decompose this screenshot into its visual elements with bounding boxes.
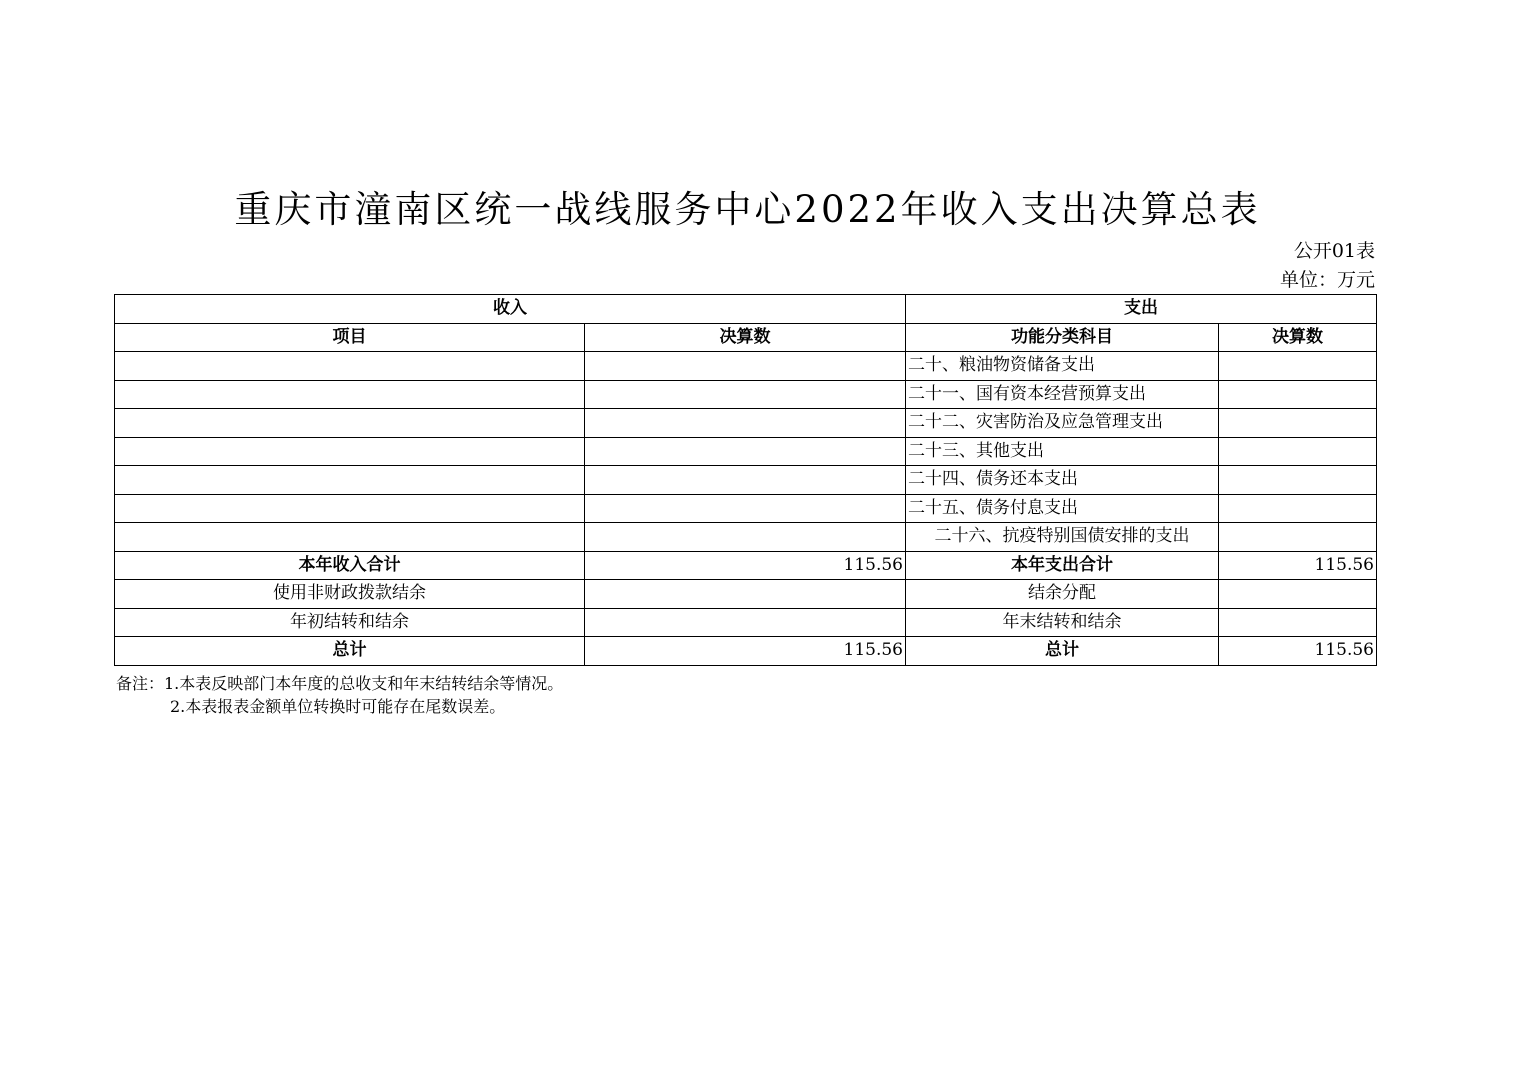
expense-amount-cell xyxy=(1219,409,1377,438)
expense-amount-cell xyxy=(1219,352,1377,381)
table-row xyxy=(115,352,1377,381)
income-item-cell xyxy=(115,523,585,552)
begin-balance-label: 年初结转和结余 xyxy=(115,608,585,637)
expense-item-cell: 二十三、其他支出 xyxy=(906,437,1219,466)
unit-label: 单位：万元 xyxy=(1279,269,1375,291)
non-fiscal-value xyxy=(585,580,906,609)
table-row xyxy=(115,380,1377,409)
end-balance-value xyxy=(1219,608,1377,637)
allocation-label: 结余分配 xyxy=(906,580,1219,609)
column-header-row xyxy=(115,323,1377,352)
expense-amount-cell xyxy=(1219,494,1377,523)
table-code: 公开01表 xyxy=(1293,240,1375,262)
expense-amount-cell xyxy=(1219,466,1377,495)
amount2-header: 决算数 xyxy=(1219,323,1377,352)
table-row xyxy=(115,437,1377,466)
begin-balance-value xyxy=(585,608,906,637)
income-item-cell xyxy=(115,494,585,523)
income-item-cell xyxy=(115,437,585,466)
page-title: 重庆市潼南区统一战线服务中心2022年收入支出决算总表 xyxy=(234,188,1261,231)
note-line-1: 备注：1.本表反映部门本年度的总收支和年末结转结余等情况。 xyxy=(116,674,564,693)
table-row xyxy=(115,580,1377,609)
income-total-value: 115.56 xyxy=(585,551,906,580)
income-amount-cell xyxy=(585,494,906,523)
expense-item-cell: 二十四、债务还本支出 xyxy=(906,466,1219,495)
income-item-cell xyxy=(115,466,585,495)
grand-expense-value: 115.56 xyxy=(1219,637,1377,666)
income-total-label: 本年收入合计 xyxy=(115,551,585,580)
budget-summary-table xyxy=(114,294,1377,666)
table-row xyxy=(115,466,1377,495)
table-row xyxy=(115,523,1377,552)
income-header: 收入 xyxy=(115,295,906,324)
expense-header: 支出 xyxy=(906,295,1377,324)
note-line-2: 2.本表报表金额单位转换时可能存在尾数误差。 xyxy=(170,697,506,716)
end-balance-label: 年末结转和结余 xyxy=(906,608,1219,637)
income-amount-cell xyxy=(585,352,906,381)
income-amount-cell xyxy=(585,380,906,409)
func-category-header: 功能分类科目 xyxy=(906,323,1219,352)
income-amount-cell xyxy=(585,523,906,552)
allocation-value xyxy=(1219,580,1377,609)
expense-item-cell: 二十五、债务付息支出 xyxy=(906,494,1219,523)
income-item-cell xyxy=(115,380,585,409)
annual-total-row xyxy=(115,551,1377,580)
grand-income-label: 总计 xyxy=(115,637,585,666)
expense-amount-cell xyxy=(1219,380,1377,409)
item-header: 项目 xyxy=(115,323,585,352)
amount-header: 决算数 xyxy=(585,323,906,352)
expense-amount-cell xyxy=(1219,437,1377,466)
grand-expense-label: 总计 xyxy=(906,637,1219,666)
notes xyxy=(116,672,563,718)
table-row xyxy=(115,409,1377,438)
income-item-cell xyxy=(115,409,585,438)
expense-item-cell: 二十、粮油物资储备支出 xyxy=(906,352,1219,381)
non-fiscal-label: 使用非财政拨款结余 xyxy=(115,580,585,609)
grand-total-row xyxy=(115,637,1377,666)
table-row xyxy=(115,494,1377,523)
expense-item-cell: 二十二、灾害防治及应急管理支出 xyxy=(906,409,1219,438)
expense-item-cell: 二十一、国有资本经营预算支出 xyxy=(906,380,1219,409)
expense-total-label: 本年支出合计 xyxy=(906,551,1219,580)
table-row xyxy=(115,608,1377,637)
income-amount-cell xyxy=(585,437,906,466)
income-amount-cell xyxy=(585,409,906,438)
grand-income-value: 115.56 xyxy=(585,637,906,666)
expense-amount-cell xyxy=(1219,523,1377,552)
income-amount-cell xyxy=(585,466,906,495)
expense-item-cell: 二十六、抗疫特别国债安排的支出 xyxy=(906,523,1219,552)
section-header-row xyxy=(115,295,1377,324)
expense-total-value: 115.56 xyxy=(1219,551,1377,580)
income-item-cell xyxy=(115,352,585,381)
